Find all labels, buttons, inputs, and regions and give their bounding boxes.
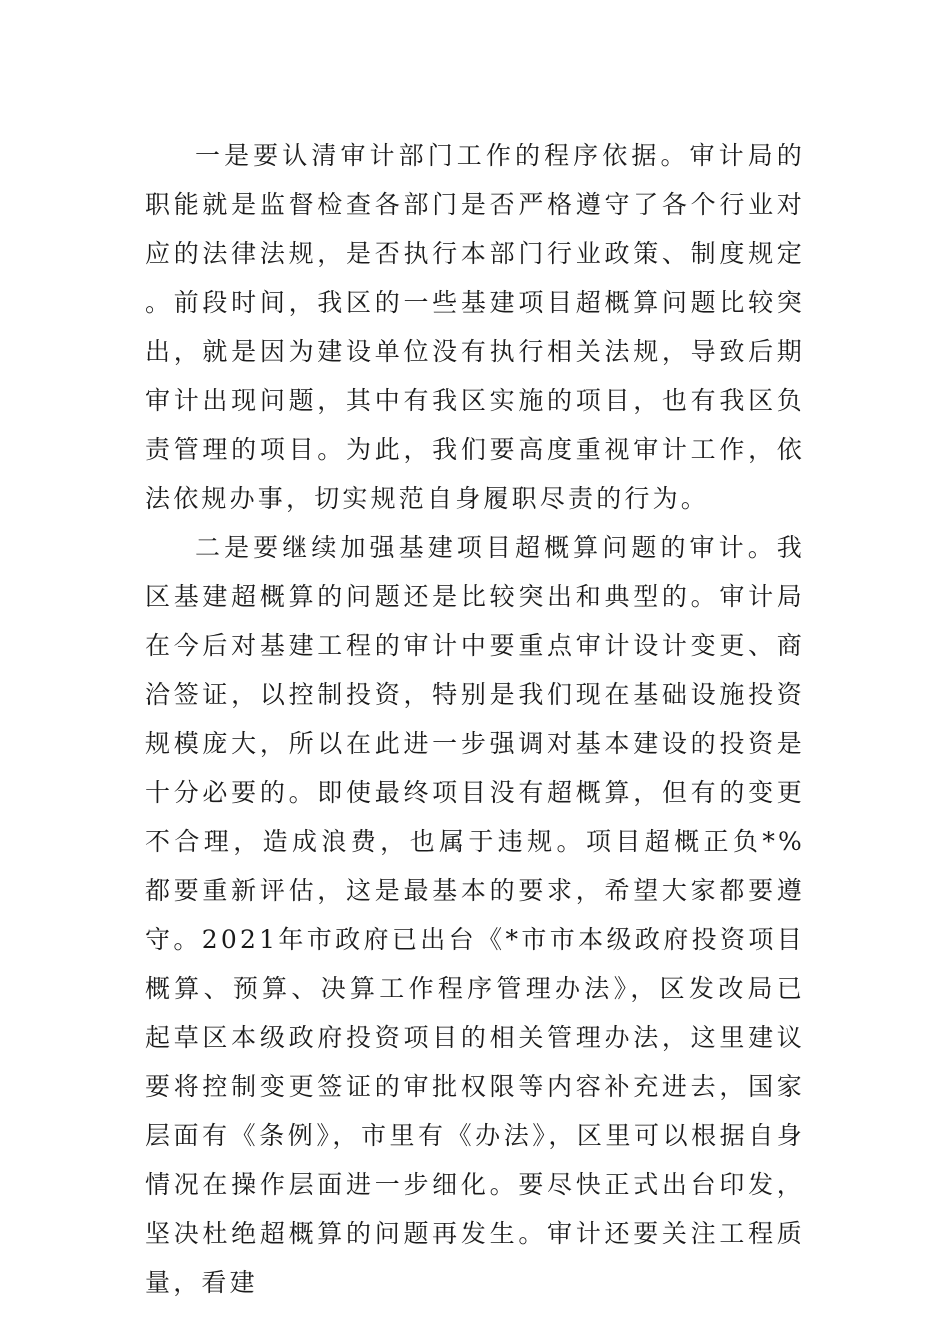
document-body [145,131,805,1307]
paragraph-audit-procedure-basis: 一是要认清审计部门工作的程序依据。审计局的职能就是监督检查各部门是否严格遵守了各个行业对应的法律法规，是否执行本部门行业政策、制度规定。前段时间，我区的一些基建项目超概算问题比较突出，就是因为建设单位没有执行相关法规，导致后期审计出现问题，其中有我区实施的项目，也有我区负责管理的项目。为此，我们要高度重视审计工作，依法依规办事，切实规范自身履职尽责的行为。 [145,141,805,513]
paragraph-over-budget-audit: 二是要继续加强基建项目超概算问题的审计。我区基建超概算的问题还是比较突出和典型的。审计局在今后对基建工程的审计中要重点审计设计变更、商洽签证，以控制投资，特别是我们现在基础设施投资规模庞大，所以在此进一步强调对基本建设的投资是十分必要的。即使最终项目没有超概算，但有的变更不合理，造成浪费，也属于违规。项目超概正负*%都要重新评估，这是最基本的要求，希望大家都要遵守。2021年市政府已出台《*市市本级政府投资项目概算、预算、决算工作程序管理办法》，区发改局已起草区本级政府投资项目的相关管理办法，这里建议要将控制变更签证的审批权限等内容补充进去，国家层面有《条例》，市里有《办法》，区里可以根据自身情况在操作层面进一步细化。要尽快正式出台印发，坚决杜绝超概算的问题再发生。审计还要关注工程质量，看建 [145,533,805,1297]
